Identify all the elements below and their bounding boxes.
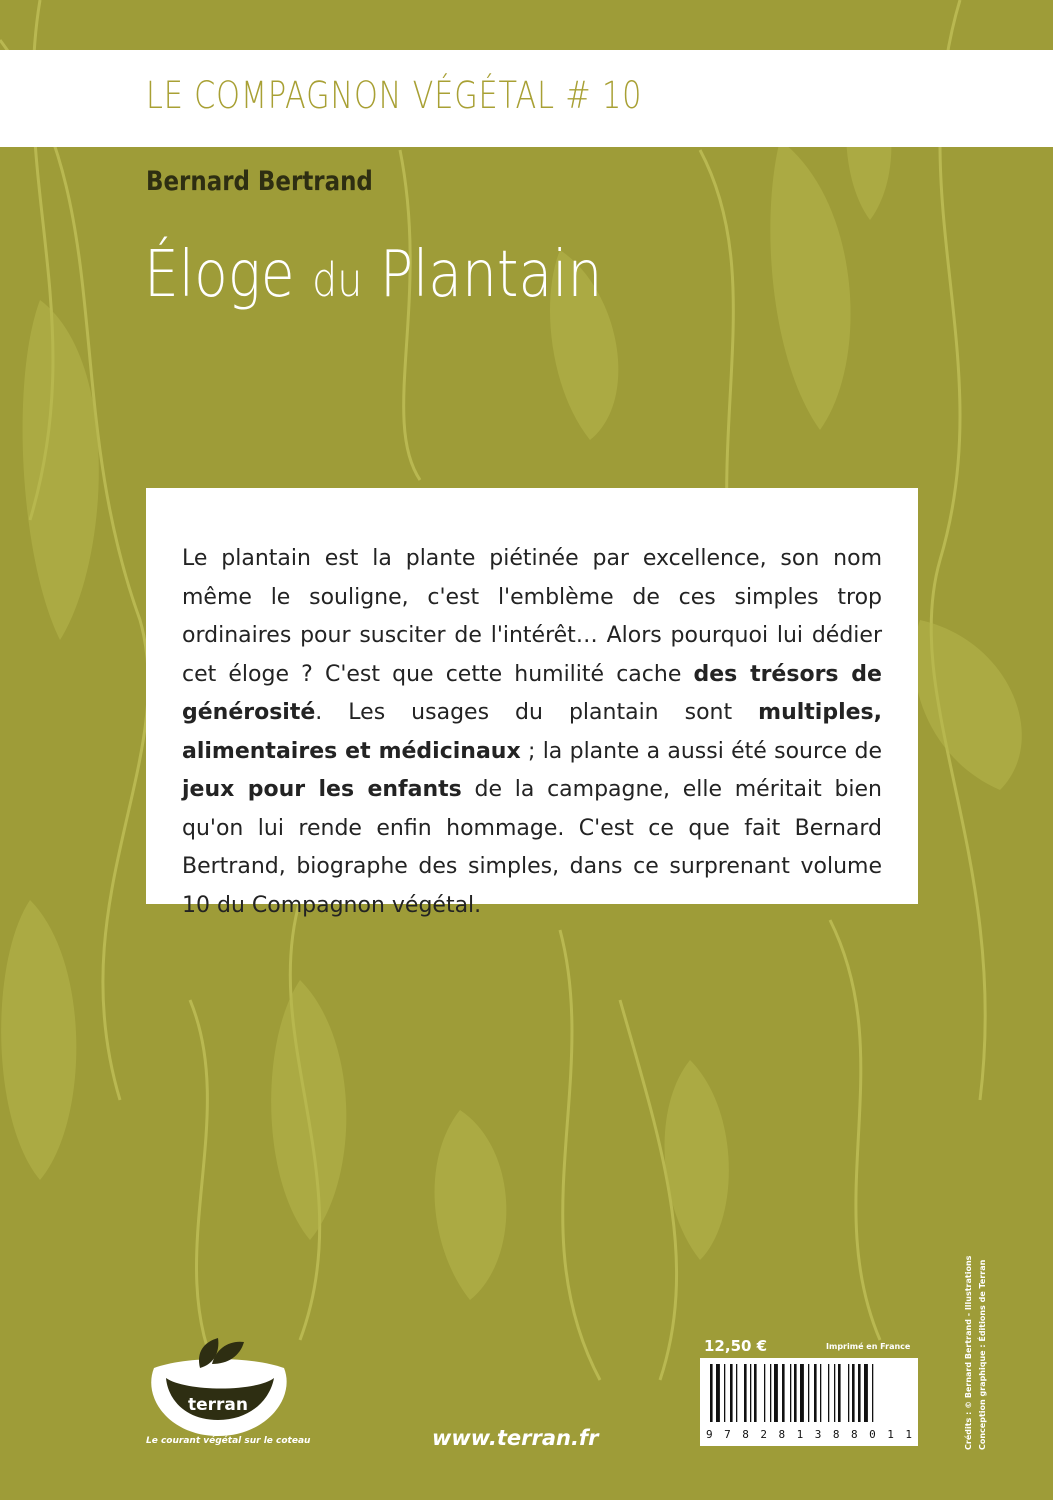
barcode-bar xyxy=(716,1364,720,1422)
title-small: du xyxy=(312,253,363,307)
barcode-bar xyxy=(864,1364,868,1422)
price-label: 12,50 € xyxy=(704,1337,768,1355)
barcode-bar xyxy=(730,1364,733,1422)
barcode-bar xyxy=(834,1364,835,1422)
barcode-bar xyxy=(770,1364,771,1422)
barcode-bar xyxy=(852,1364,855,1422)
barcode-digit: 8 xyxy=(742,1428,749,1441)
barcode-digit: 3 xyxy=(814,1428,822,1441)
barcode-bar xyxy=(848,1364,849,1422)
barcode-digit: 1 xyxy=(905,1428,912,1441)
blurb-box xyxy=(146,488,918,918)
barcode-bar xyxy=(764,1364,765,1422)
barcode-bar xyxy=(724,1364,725,1422)
blurb-text xyxy=(182,540,882,925)
credits-line: Crédits : © Bernard Bertrand - Illustrations xyxy=(964,1255,973,1450)
barcode-digit: 0 xyxy=(869,1428,876,1441)
printed-in-label: Imprimé en France xyxy=(826,1342,911,1351)
blurb-segment-bold: multiples, alimentaires et médicinaux xyxy=(182,700,882,764)
barcode-bar xyxy=(814,1364,817,1422)
website-link[interactable]: www.terran.fr xyxy=(432,1426,599,1450)
series-title: LE COMPAGNON VÉGÉTAL # 10 xyxy=(146,74,643,117)
blurb-segment-bold: des trésors de générosité xyxy=(182,661,882,725)
barcode-bars xyxy=(700,1358,918,1430)
barcode-digit: 7 xyxy=(724,1428,731,1441)
terran-logo xyxy=(146,1338,291,1438)
barcode-bar xyxy=(774,1364,778,1422)
credits xyxy=(962,1150,990,1450)
barcode-digit: 1 xyxy=(887,1428,894,1441)
barcode-bar xyxy=(754,1364,757,1422)
book-title xyxy=(144,238,602,312)
author-name: Bernard Bertrand xyxy=(146,166,373,197)
barcode-bar xyxy=(750,1364,751,1422)
barcode-bar xyxy=(782,1364,785,1422)
barcode-bar xyxy=(858,1364,861,1422)
barcode-bar xyxy=(710,1364,713,1422)
barcode-bar xyxy=(744,1364,747,1422)
barcode-digit: 8 xyxy=(832,1428,840,1441)
barcode-digit: 8 xyxy=(778,1428,786,1441)
barcode-bar xyxy=(800,1364,804,1422)
barcode-bar xyxy=(794,1364,797,1422)
barcode-bar xyxy=(790,1364,791,1422)
blurb-segment: . Les usages du plantain sont xyxy=(315,700,759,725)
barcode-digit: 9 xyxy=(706,1428,713,1441)
logo-wordmark: terran xyxy=(188,1395,248,1415)
barcode-bar xyxy=(736,1364,737,1422)
barcode-bar xyxy=(808,1364,809,1422)
publisher-tagline: Le courant végétal sur le coteau xyxy=(146,1436,311,1446)
title-end: Plantain xyxy=(379,238,603,312)
barcode-digit: 1 xyxy=(796,1428,804,1441)
barcode-bar xyxy=(820,1364,821,1422)
title-main: Éloge xyxy=(144,238,295,312)
barcode xyxy=(700,1358,918,1446)
barcode-bar xyxy=(872,1364,873,1422)
barcode-digits xyxy=(706,1428,912,1441)
blurb-segment: ; la plante a aussi été source de xyxy=(520,738,882,764)
barcode-digit: 8 xyxy=(851,1428,858,1441)
blurb-segment: de la campagne, elle méritait bien qu'on lui rende enfin hommage. C'est ce que fait Bernard Bertrand, biographe des simples, dans ce surprenant volume 10 du Compagnon végétal. xyxy=(182,777,883,918)
blurb-segment-bold: jeux pour les enfants xyxy=(182,777,462,802)
barcode-bar xyxy=(838,1364,841,1422)
blurb-segment: Le plantain est la plante piétinée par excellence, son nom même le souligne, c'est l'emblème de ces simples trop ordinaires pour susciter de l'intérêt… Alors pourquoi lui dédier cet éloge ? C'est que cette humilité cache xyxy=(182,546,882,687)
credits-line: Conception graphique : Éditions de Terran xyxy=(978,1259,987,1450)
barcode-digit: 2 xyxy=(760,1428,767,1441)
barcode-bar xyxy=(828,1364,829,1422)
